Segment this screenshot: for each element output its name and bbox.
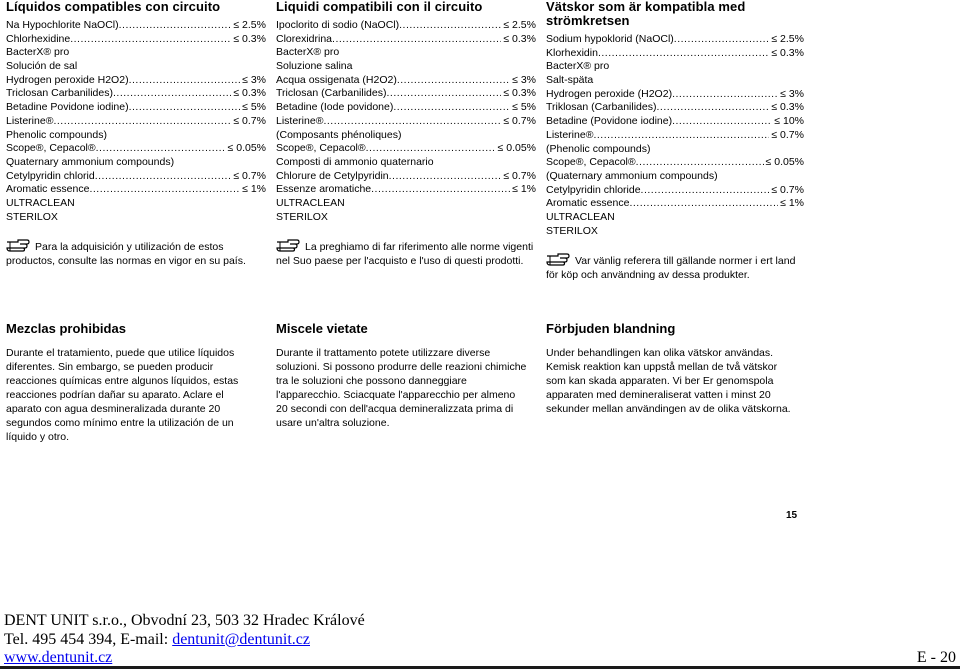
dot-leader (593, 129, 769, 143)
item-value: ≤ 2.5% (503, 19, 536, 31)
item-name: Essenze aromatiche (276, 183, 372, 196)
list-item (546, 143, 804, 157)
dot-leader (332, 33, 501, 47)
dot-leader (113, 87, 231, 101)
item-name: BacterX® pro (276, 46, 340, 59)
list-item (546, 156, 804, 170)
list-item (276, 156, 536, 170)
dot-leader (598, 47, 769, 61)
section-title-prohibited: Mezclas prohibidas (6, 321, 126, 336)
item-name: Clorexidrina (276, 32, 333, 45)
list-item (546, 184, 804, 198)
list-item (546, 88, 804, 102)
item-value: ≤ 0.05% (765, 156, 804, 169)
list-item (276, 74, 536, 88)
dot-leader (95, 170, 232, 184)
list-item (6, 129, 266, 143)
company-address: DENT UNIT s.r.o., Obvodní 23, 503 32 Hradec Králové (4, 612, 365, 629)
dot-leader (386, 87, 501, 101)
column-italian (276, 0, 536, 268)
item-name: Listerine® (276, 114, 324, 127)
page-reference: E - 20 (916, 649, 956, 666)
list-item (6, 60, 266, 74)
item-value: ≤ 5% (242, 101, 266, 114)
item-value: ≤ 0.3% (503, 32, 536, 45)
item-value: ≤ 3% (780, 87, 804, 100)
list-item (6, 115, 266, 129)
dot-leader (672, 88, 778, 102)
compatible-liquids-list (276, 19, 536, 224)
item-value: ≤ 0.3% (233, 32, 266, 45)
section-text-prohibited: Durante el tratamiento, puede que utilice líquidos diferentes. Sin embargo, se pueden producir reacciones químicas entre algunos líquidos, estas reacciones podrían dañar su aparato. Aclare el aparato con agua desmineralizada durante 20 segundos como mínimo entre la utilización de un líquido y otro. (6, 347, 239, 443)
item-name: Chlorhexidine (6, 32, 71, 45)
dot-leader (674, 33, 770, 47)
list-item (546, 101, 804, 115)
pointing-hand-icon (276, 238, 300, 252)
list-item (546, 211, 804, 225)
phone-label: Tel. 495 454 394, E-mail: (4, 630, 173, 648)
column-title: Líquidos compatibles con circuito (6, 0, 221, 14)
item-value: ≤ 0.7% (503, 169, 536, 182)
item-name: Quaternary ammonium compounds) (6, 155, 175, 168)
item-name: Listerine® (6, 114, 54, 127)
list-item (6, 183, 266, 197)
item-name: Salt-späta (546, 74, 594, 87)
item-name: Klorhexidin (546, 46, 598, 59)
section-text-prohibited: Durante il trattamento potete utilizzare diverse soluzioni. Si possono produrre delle reazioni chimiche tra le soluzioni che possono danneggiare l'apparecchio. Sciacquate l'apparecchio per almeno 20 secondi con dell'acqua demineralizzata prima di usare un'altra soluzione. (276, 347, 527, 429)
item-value: ≤ 0.7% (233, 114, 266, 127)
list-item (276, 197, 536, 211)
note-text: Para la adquisición y utilización de estos productos, consulte las normas en vigor en su país. (6, 241, 246, 268)
list-item (546, 115, 804, 129)
item-name: Soluzione salina (276, 60, 353, 73)
item-name: Acqua ossigenata (H2O2) (276, 73, 397, 86)
contact-line (4, 631, 956, 650)
item-name: Na Hypochlorite NaOCl) (6, 19, 119, 31)
item-name: Chlorure de Cetylpyridin (276, 169, 389, 182)
item-value: ≤ 0.3% (771, 46, 804, 59)
list-item (546, 129, 804, 143)
dot-leader (366, 142, 496, 156)
list-item (276, 115, 536, 129)
dot-leader (636, 156, 764, 170)
item-name: STERILOX (276, 210, 328, 223)
item-name: Cetylpyridin chlorid (6, 169, 95, 182)
item-value: ≤ 0.05% (227, 142, 266, 155)
list-item (276, 170, 536, 184)
footer (4, 612, 956, 668)
list-item (546, 74, 804, 88)
item-name: ULTRACLEAN (546, 210, 615, 223)
item-name: Triklosan (Carbanilides) (546, 101, 657, 114)
list-item (6, 74, 266, 88)
list-item (546, 60, 804, 74)
item-value: ≤ 0.7% (771, 183, 804, 196)
note (276, 238, 536, 268)
item-name: Triclosan (Carbanilides) (276, 87, 387, 100)
column-swedish (546, 0, 804, 282)
item-value: ≤ 1% (780, 197, 804, 210)
item-value: ≤ 2.5% (771, 33, 804, 45)
note-text: Var vänlig referera till gällande normer i ert land för köp och användning av dessa produkter. (546, 255, 796, 282)
item-value: ≤ 3% (242, 73, 266, 86)
item-name: Aromatic essence (6, 183, 90, 196)
item-name: ULTRACLEAN (276, 196, 345, 209)
item-name: STERILOX (546, 224, 598, 237)
list-item (546, 47, 804, 61)
dot-leader (70, 33, 231, 47)
item-name: Betadine Povidone iodine) (6, 101, 129, 114)
list-item (6, 46, 266, 60)
dot-leader (672, 115, 772, 129)
dot-leader (53, 115, 231, 129)
section-text-prohibited: Under behandlingen kan olika vätskor användas. Kemisk reaktion kan uppstå mellan de två vätskor som kan skada apparaten. Vi ber Er genomspola apparaten med demineraliserat vatten i minst 20 sekunder mellan användingen av de olika vätskorna. (546, 347, 791, 415)
section-title-prohibited: Miscele vietate (276, 321, 368, 336)
item-name: (Composants phénoliques) (276, 128, 402, 141)
item-name: Scope®, Cepacol® (276, 142, 366, 155)
dot-leader (371, 183, 510, 197)
list-item (6, 87, 266, 101)
list-item (546, 197, 804, 211)
list-item (6, 197, 266, 211)
dot-leader (656, 101, 769, 115)
item-name: Composti di ammonio quaternario (276, 155, 434, 168)
item-value: ≤ 1% (512, 183, 536, 196)
item-value: ≤ 0.3% (503, 87, 536, 100)
email-link[interactable]: dentunit@dentunit.cz (172, 630, 310, 648)
dot-leader (399, 19, 501, 33)
list-item (546, 225, 804, 239)
dot-leader (323, 115, 501, 129)
list-item (6, 142, 266, 156)
list-item (276, 129, 536, 143)
item-value: ≤ 0.7% (233, 169, 266, 182)
section-title-prohibited: Förbjuden blandning (546, 321, 676, 336)
item-value: ≤ 1% (242, 183, 266, 196)
list-item (6, 156, 266, 170)
item-name: Ipoclorito di sodio (NaOCl) (276, 19, 400, 31)
item-value: ≤ 0.7% (503, 114, 536, 127)
item-name: (Phenolic compounds) (546, 142, 651, 155)
item-value: ≤ 0.05% (497, 142, 536, 155)
website-line (4, 649, 956, 668)
item-value: ≤ 0.3% (771, 101, 804, 114)
item-name: Hydrogen peroxide (H2O2) (546, 87, 673, 100)
page-number: 15 (786, 510, 798, 521)
dot-leader (129, 74, 241, 88)
list-item (276, 87, 536, 101)
list-item (276, 60, 536, 74)
list-item (6, 170, 266, 184)
dot-leader (96, 142, 226, 156)
dot-leader (89, 183, 240, 197)
item-value: ≤ 5% (512, 101, 536, 114)
item-name: Scope®, Cepacol® (546, 156, 636, 169)
item-name: STERILOX (6, 210, 58, 223)
item-name: (Quaternary ammonium compounds) (546, 169, 718, 182)
list-item (6, 101, 266, 115)
dot-leader (629, 197, 778, 211)
item-name: Triclosan Carbanilides) (6, 87, 113, 100)
item-value: ≤ 0.3% (233, 87, 266, 100)
dot-leader (119, 19, 232, 33)
list-item (276, 183, 536, 197)
note (546, 252, 804, 282)
item-name: BacterX® pro (6, 46, 70, 59)
item-value: ≤ 0.7% (771, 128, 804, 141)
column-title: Vätskor som är kompatibla med strömkretsen (546, 0, 746, 28)
item-name: Scope®, Cepacol® (6, 142, 96, 155)
dot-leader (393, 101, 510, 115)
list-item (546, 170, 804, 184)
item-value: ≤ 3% (512, 73, 536, 86)
list-item (276, 33, 536, 47)
list-item (276, 142, 536, 156)
dot-leader (129, 101, 241, 115)
item-name: Sodium hypoklorid (NaOCl) (546, 33, 674, 45)
list-item (6, 33, 266, 47)
item-name: Solución de sal (6, 60, 78, 73)
item-name: Aromatic essence (546, 197, 630, 210)
item-value: ≤ 2.5% (233, 19, 266, 31)
dot-leader (389, 170, 502, 184)
item-name: Listerine® (546, 128, 594, 141)
note-text: La preghiamo di far riferimento alle norme vigenti nel Suo paese per l'acquisto e l'uso di questi prodotti. (276, 241, 534, 268)
item-name: Hydrogen peroxide H2O2) (6, 73, 129, 86)
item-name: Phenolic compounds) (6, 128, 107, 141)
list-item (6, 211, 266, 225)
dot-leader (397, 74, 510, 88)
pointing-hand-icon (6, 238, 30, 252)
column-title: Liquidi compatibili con il circuito (276, 0, 483, 14)
item-name: ULTRACLEAN (6, 196, 75, 209)
column-spanish (6, 0, 266, 268)
note (6, 238, 266, 268)
item-name: BacterX® pro (546, 60, 610, 73)
list-item (276, 46, 536, 60)
pointing-hand-icon (546, 252, 570, 266)
compatible-liquids-list (6, 19, 266, 224)
compatible-liquids-list (546, 33, 804, 238)
list-item (6, 19, 266, 33)
list-item (276, 211, 536, 225)
item-name: Cetylpyridin chloride (546, 183, 641, 196)
website-link[interactable]: www.dentunit.cz (4, 649, 113, 666)
list-item (276, 101, 536, 115)
item-name: Betadine (Iode povidone) (276, 101, 394, 114)
item-value: ≤ 10% (774, 115, 804, 128)
list-item (276, 19, 536, 33)
dot-leader (641, 184, 770, 198)
list-item (546, 33, 804, 47)
item-name: Betadine (Povidone iodine) (546, 115, 673, 128)
